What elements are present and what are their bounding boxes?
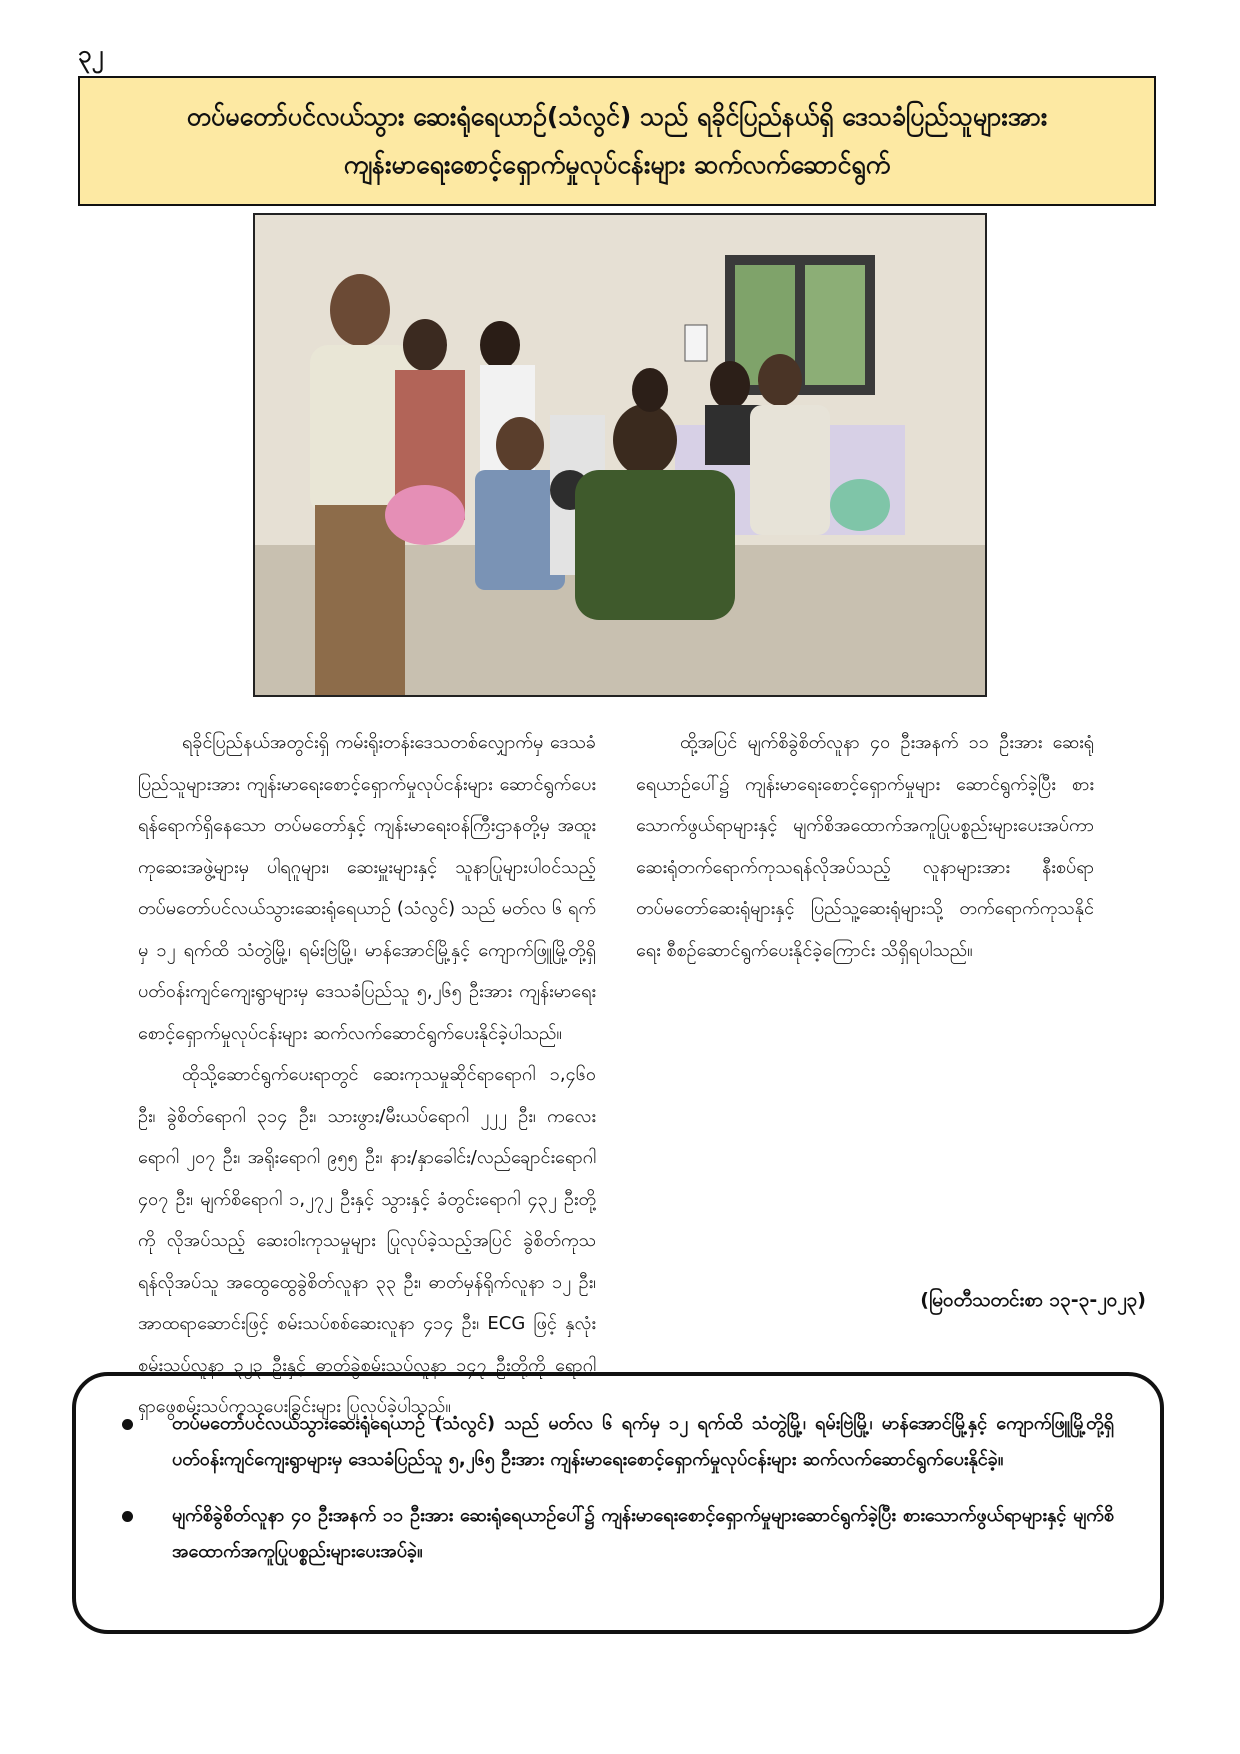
article-column-right <box>636 722 1094 971</box>
headline-box <box>78 76 1156 206</box>
summary-item <box>116 1406 1114 1478</box>
bullet-icon <box>122 1419 133 1430</box>
summary-list <box>116 1406 1114 1570</box>
summary-item-text: မျက်စိခွဲစိတ်လူနာ ၄၀ ဦးအနက် ၁၁ ဦးအား ဆေးရုံရေယာဉ်ပေါ်၌ ကျန်းမာရေးစောင့်ရှောက်မှုများဆောင်ရွက်ခဲ့ပြီး စားသောက်ဖွယ်ရာများနှင့် မျက်စိအထောက်အကူပြုပစ္စည်းများပေးအပ်ခဲ့။ <box>172 1505 1114 1562</box>
headline-line-2: ကျန်းမာရေးစောင့်ရှောက်မှုလုပ်ငန်းများ ဆက်လက်ဆောင်ရွက် <box>343 150 891 179</box>
summary-box <box>72 1372 1164 1634</box>
news-source: (မြဝတီသတင်းစာ ၁၃-၃-၂၀၂၃) <box>920 1289 1146 1311</box>
summary-item <box>116 1498 1114 1570</box>
headline-line-1: တပ်မတော်ပင်လယ်သွား ဆေးရုံရေယာဉ်(သံလွင်) သည် ရခိုင်ပြည်နယ်ရှိ ဒေသခံပြည်သူများအား <box>186 102 1048 131</box>
article-paragraph-3: ထို့အပြင် မျက်စိခွဲစိတ်လူနာ ၄၀ ဦးအနက် ၁၁ ဦးအား ဆေးရုံရေယာဉ်ပေါ်၌ ကျန်းမာရေးစောင့်ရှောက်မှုများ ဆောင်ရွက်ခဲ့ပြီး စားသောက်ဖွယ်ရာများနှင့် မျက်စိအထောက်အကူပြုပစ္စည်းများပေးအပ်ကာ ဆေးရုံတက်ရောက်ကုသရန်လိုအပ်သည့် လူနာများအား နီးစပ်ရာတပ်မတော်ဆေးရုံများနှင့် ပြည်သူ့ဆေးရုံများသို့ တက်ရောက်ကုသနိုင်ရေး စီစဉ်ဆောင်ရွက်ပေးနိုင်ခဲ့ကြောင်း သိရှိရပါသည်။ <box>636 732 1094 961</box>
news-photo <box>253 213 987 697</box>
summary-item-text: တပ်မတော်ပင်လယ်သွားဆေးရုံရေယာဉ် (သံလွင်) သည် မတ်လ ၆ ရက်မှ ၁၂ ရက်ထိ သံတွဲမြို့၊ ရမ်းဗြဲမြို့၊ မာန်အောင်မြို့နှင့် ကျောက်ဖြူမြို့တို့ရှိ ပတ်ဝန်းကျင်ကျေးရွာများမှ ဒေသခံပြည်သူ ၅,၂၆၅ ဦးအား ကျန်းမာရေးစောင့်ရှောက်မှုလုပ်ငန်းများ ဆက်လက်ဆောင်ရွက်ပေးနိုင်ခဲ့။ <box>172 1413 1114 1470</box>
bullet-icon <box>122 1511 133 1522</box>
article-column-left <box>138 722 596 1428</box>
page-number: ၃၂ <box>78 40 104 68</box>
article-paragraph-1: ရခိုင်ပြည်နယ်အတွင်းရှိ ကမ်းရိုးတန်းဒေသတစ်လျှောက်မှ ဒေသခံပြည်သူများအား ကျန်းမာရေးစောင့်ရှောက်မှုလုပ်ငန်းများ ဆောင်ရွက်ပေးရန်ရောက်ရှိနေသော တပ်မတော်နှင့် ကျန်းမာရေးဝန်ကြီးဌာနတို့မှ အထူးကုဆေးအဖွဲ့များမှ ပါရဂူများ၊ ဆေးမှူးများနှင့် သူနာပြုများပါဝင်သည့် တပ်မတော်ပင်လယ်သွားဆေးရုံရေယာဉ် (သံလွင်) သည် မတ်လ ၆ ရက်မှ ၁၂ ရက်ထိ သံတွဲမြို့၊ ရမ်းဗြဲမြို့၊ မာန်အောင်မြို့နှင့် ကျောက်ဖြူမြို့တို့ရှိ ပတ်ဝန်းကျင်ကျေးရွာများမှ ဒေသခံပြည်သူ ၅,၂၆၅ ဦးအား ကျန်းမာရေးစောင့်ရှောက်မှုလုပ်ငန်းများ ဆက်လက်ဆောင်ရွက်ပေးနိုင်ခဲ့ပါသည်။ <box>138 732 596 1044</box>
article-paragraph-2: ထိုသို့ဆောင်ရွက်ပေးရာတွင် ဆေးကုသမှုဆိုင်ရာရောဂါ ၁,၄၆၀ ဦး၊ ခွဲစိတ်ရောဂါ ၃၁၄ ဦး၊ သားဖွား/မီးယပ်ရောဂါ ၂၂၂ ဦး၊ ကလေးရောဂါ ၂၀၇ ဦး၊ အရိုးရောဂါ ၉၅၅ ဦး၊ နား/နှာခေါင်း/လည်ချောင်းရောဂါ ၄၀၇ ဦး၊ မျက်စိရောဂါ ၁,၂၇၂ ဦးနှင့် သွားနှင့် ခံတွင်းရောဂါ ၄၃၂ ဦးတို့ကို လိုအပ်သည့် ဆေးဝါးကုသမှုများ ပြုလုပ်ခဲ့သည့်အပြင် ခွဲစိတ်ကုသရန်လိုအပ်သူ အထွေထွေခွဲစိတ်လူနာ ၃၃ ဦး၊ ဓာတ်မှန်ရိုက်လူနာ ၁၂ ဦး၊ အာထရာဆောင်းဖြင့် စမ်းသပ်စစ်ဆေးလူနာ ၄၁၄ ဦး၊ ECG ဖြင့် နှလုံးစမ်းသပ်လူနာ ၃၂၃ ဦးနှင့် ဓာတ်ခွဲစမ်းသပ်လူနာ ၁၄၇ ဦးတို့ကို ရောဂါရှာဖွေစမ်းသပ်ကုသပေးခြင်းများ ပြုလုပ်ခဲ့ပါသည်။ <box>138 1064 596 1417</box>
